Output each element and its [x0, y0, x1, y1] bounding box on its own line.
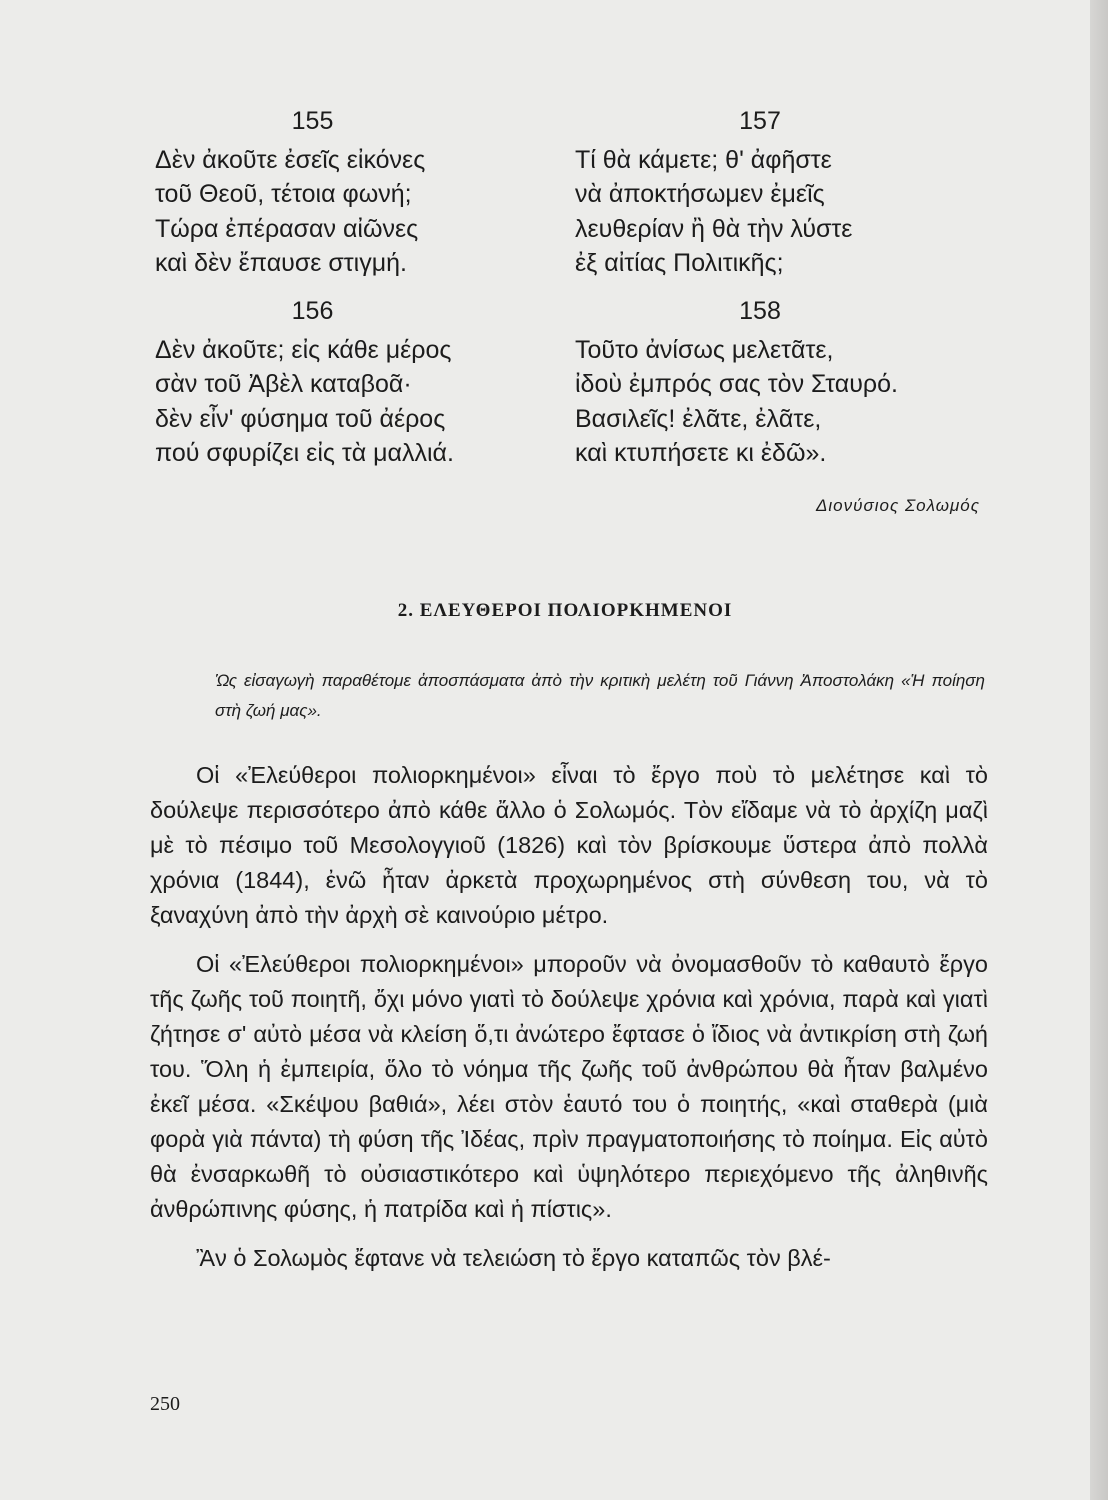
stanza-156 [155, 294, 500, 471]
verse-line: τοῦ Θεοῦ, τέτοια φωνή; [155, 180, 412, 208]
verse-line: σὰν τοῦ Ἀβὲλ καταβοᾶ· [155, 370, 412, 398]
verse-line: Τοῦτο ἀνίσως μελετᾶτε, [575, 335, 834, 364]
verse-line: Δὲν ἀκοῦτε ἐσεῖς εἰκόνες [155, 145, 426, 174]
stanza-number: 156 [291, 297, 334, 325]
paragraph: Οἱ «Ἐλεύθεροι πολιορκημένοι» εἶναι τὸ ἔργο ποὺ τὸ μελέτησε καὶ τὸ δούλεψε περισσότερο ἀπὸ κάθε ἄλλο ὁ Σολωμός. Τὸν εἴδαμε νὰ τὸ ἀρχίζη μαζὶ μὲ τὸ πέσιμο τοῦ Μεσολογγιοῦ (1826) καὶ τὸν βρίσκουμε ὕστερα ἀπὸ πολλὰ χρόνια (1844), ἐνῶ ἦταν ἀρκετὰ προχωρημένος στὴ σύνθεση του, νὰ τὸ ξαναχύνη ἀπὸ τὴν ἀρχὴ σὲ καινούριο μέτρο. [150, 762, 988, 928]
verse-line: ἐξ αἰτίας Πολιτικῆς; [575, 249, 784, 277]
section-title: 2. ΕΛΕΥΘΕΡΟΙ ΠΟΛΙΟΡΚΗΜΕΝΟΙ [397, 600, 733, 621]
author-signature: Διονύσιος Σολωμός [815, 496, 980, 515]
verse-line: νὰ ἀποκτήσωμεν ἐμεῖς [575, 180, 825, 208]
stanza-number: 158 [739, 297, 781, 325]
page-number: 250 [150, 1393, 180, 1415]
stanza-number: 157 [739, 107, 781, 135]
verse-line: Βασιλεῖς! ἐλᾶτε, ἐλᾶτε, [575, 404, 822, 433]
verse-line: δὲν εἶν' φύσημα τοῦ ἀέρος [155, 404, 446, 433]
verse-line: καὶ δὲν ἔπαυσε στιγμή. [155, 249, 407, 277]
verse-line: ἰδοὺ ἐμπρός σας τὸν Σταυρό. [575, 370, 898, 398]
intro-note: Ὡς εἰσαγωγὴ παραθέτομε ἀποσπάσματα ἀπὸ τὴν κριτικὴ μελέτη τοῦ Γιάννη Ἀποστολάκη «Ἡ ποίηση στὴ ζωή μας». [215, 671, 985, 720]
stanza-number: 155 [291, 107, 334, 135]
page-edge [1090, 0, 1108, 1500]
verse-line: Τί θὰ κάμετε; θ' ἀφῆστε [575, 145, 832, 174]
body-text [150, 758, 988, 1290]
verse-line: καὶ κτυπήσετε κι ἐδῶ». [575, 439, 827, 467]
verse-line: πού σφυρίζει εἰς τὰ μαλλιά. [155, 439, 454, 467]
stanza-158 [575, 294, 950, 471]
paragraph: Ἂν ὁ Σολωμὸς ἔφτανε νὰ τελειώση τὸ ἔργο καταπῶς τὸν βλέ- [196, 1245, 831, 1271]
verse-line: Δὲν ἀκοῦτε; εἰς κάθε μέρος [155, 335, 452, 364]
verse-line: Τώρα ἐπέρασαν αἰῶνες [155, 214, 419, 243]
verse-line: λευθερίαν ἢ θὰ τὴν λύστε [575, 214, 853, 243]
paragraph: Οἱ «Ἐλεύθεροι πολιορκημένοι» μποροῦν νὰ ὀνομασθοῦν τὸ καθαυτὸ ἔργο τῆς ζωῆς τοῦ ποιητῆ, ὄχι μόνο γιατὶ τὸ δούλεψε χρόνια καὶ χρόνια, παρὰ καὶ γιατὶ ζήτησε σ' αὐτὸ μέσα νὰ κλείση ὅ,τι ἀνώτερο ἔφτασε ὁ ἴδιος νὰ ἀντικρίση στὴ ζωή του. Ὅλη ἡ ἐμπειρία, ὅλο τὸ νόημα τῆς ζωῆς τοῦ ἀνθρώπου θὰ ἦταν βαλμένο ἐκεῖ μέσα. «Σκέψου βαθιά», λέει στὸν ἑαυτό του ὁ ποιητής, «καὶ σταθερὰ (μιὰ φορὰ γιὰ πάντα) τὴ φύση τῆς Ἰδέας, πρὶν πραγματοποιήσης τὸ ποίημα. Εἰς αὐτὸ θὰ ἐνσαρκωθῆ τὸ οὐσιαστικότερο καὶ ὑψηλότερο περιεχόμενο τῆς ἀληθινῆς ἀνθρώπινης φύσης, ἡ πατρίδα καὶ ἡ πίστις». [150, 951, 988, 1222]
stanza-155 [155, 104, 470, 281]
stanza-157 [575, 104, 950, 281]
